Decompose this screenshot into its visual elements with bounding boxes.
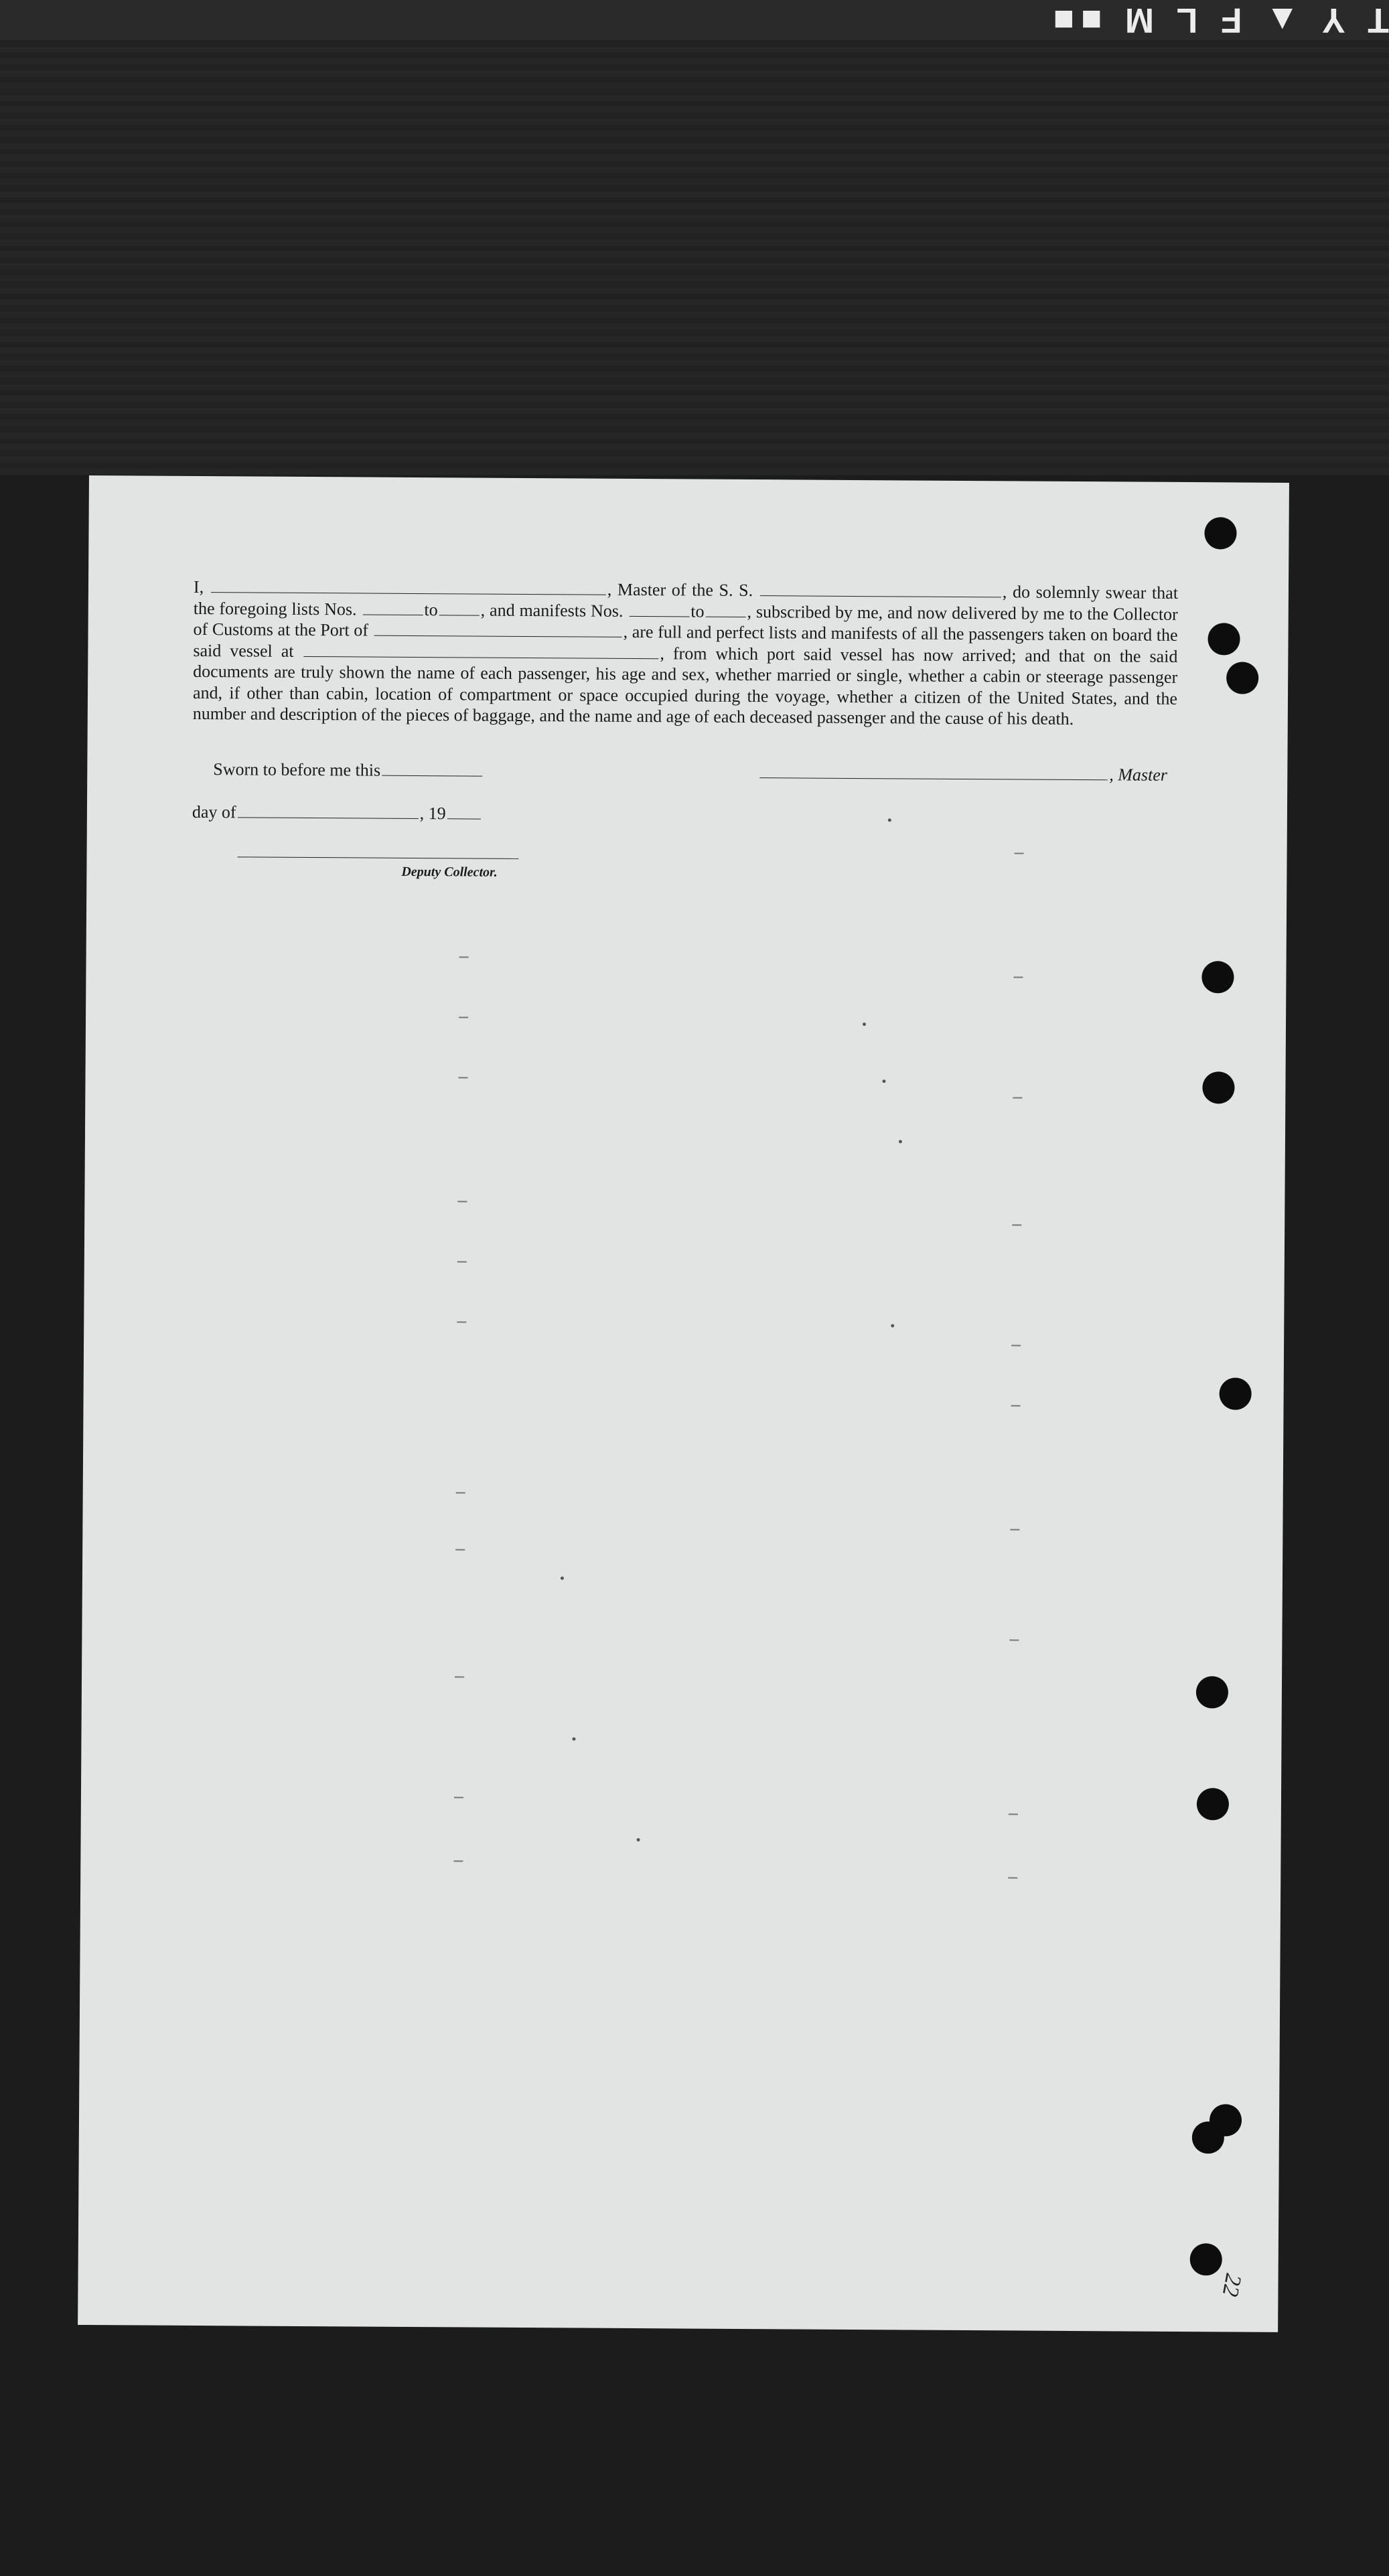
day-of-line <box>192 802 482 824</box>
speck <box>891 1324 894 1327</box>
year-label: , 19 <box>419 804 446 824</box>
bleed-mark <box>455 1549 465 1550</box>
punch-hole <box>1190 2243 1222 2275</box>
sworn-label: Sworn to before me this <box>213 759 381 780</box>
oath-to-1: to <box>424 599 438 619</box>
speck <box>561 1576 564 1580</box>
bleed-mark <box>454 1797 463 1798</box>
bleed-mark <box>1015 852 1024 854</box>
punch-hole <box>1204 517 1236 549</box>
film-edge-label: T Y ▲ F L M ■■ <box>1046 1 1389 40</box>
punch-hole <box>1226 662 1258 694</box>
deputy-signature-line <box>238 856 519 859</box>
oath-master-of: , Master of the S. S. <box>607 579 753 601</box>
speck <box>572 1737 575 1740</box>
speck <box>899 1140 902 1143</box>
punch-hole <box>1201 961 1234 993</box>
bleed-mark <box>456 1492 465 1493</box>
page-number: 22 <box>1217 2271 1246 2299</box>
master-line <box>758 763 1167 785</box>
bleed-mark <box>1013 1097 1022 1098</box>
bleed-mark <box>1013 976 1023 978</box>
day-of-label: day of <box>192 802 236 822</box>
sworn-line <box>213 759 484 781</box>
oath-subscribed: , subscribed by me, and now delivered by me to the Collector of Customs at the Port of <box>193 601 1178 640</box>
master-label: , Master <box>1109 765 1168 785</box>
oath-rest: , from which port said vessel has now arrived; and that on the said documents are truly shown the name of each passenger, his age and sex, whether married or single, whether a cabin or steerage passenger and, if other than cabin, location of compartment or space occupied during the voyage, whether a citizen of the United States, and the number and description of the pieces of baggage, and the name and age of each deceased passenger and the cause of his death. <box>192 643 1178 729</box>
oath-to-2: to <box>690 601 705 621</box>
punch-hole <box>1220 1377 1252 1410</box>
bleed-mark <box>453 1860 463 1862</box>
speck <box>637 1838 640 1841</box>
bleed-mark <box>457 1261 467 1262</box>
punch-hole <box>1196 1676 1228 1708</box>
punch-hole <box>1202 1071 1234 1104</box>
punch-hole <box>1197 1788 1229 1820</box>
oath-full-perfect: , are full and perfect lists and manifests of all the passengers taken on board the said vessel at <box>193 621 1178 661</box>
speck <box>888 818 891 822</box>
oath-paragraph <box>193 577 1178 730</box>
bleed-mark <box>457 1201 467 1202</box>
bleed-mark <box>1012 1224 1021 1225</box>
oath-i: I, <box>193 577 204 597</box>
bleed-mark <box>1008 1877 1017 1878</box>
oath-and-manifests: , and manifests Nos. <box>480 600 624 621</box>
bleed-mark <box>1011 1345 1021 1346</box>
speck <box>863 1022 866 1026</box>
deputy-collector-label: Deputy Collector. <box>401 864 498 880</box>
oath-do-solemnly: , do solemnly swear that the foregoing lists Nos. <box>193 582 1179 619</box>
film-edge <box>0 0 1389 42</box>
bleed-mark <box>459 1016 468 1018</box>
bleed-mark <box>459 956 469 958</box>
bleed-mark <box>457 1321 466 1322</box>
speck <box>882 1079 885 1083</box>
bleed-mark <box>459 1077 468 1078</box>
punch-hole <box>1208 623 1240 655</box>
bleed-mark <box>1010 1529 1019 1530</box>
bleed-mark <box>1011 1405 1021 1406</box>
film-background <box>0 40 1389 475</box>
bleed-mark <box>1009 1639 1019 1641</box>
punch-hole <box>1192 2121 1224 2153</box>
bleed-mark <box>1009 1813 1018 1815</box>
bleed-mark <box>455 1676 464 1677</box>
document-page <box>78 475 1289 2332</box>
